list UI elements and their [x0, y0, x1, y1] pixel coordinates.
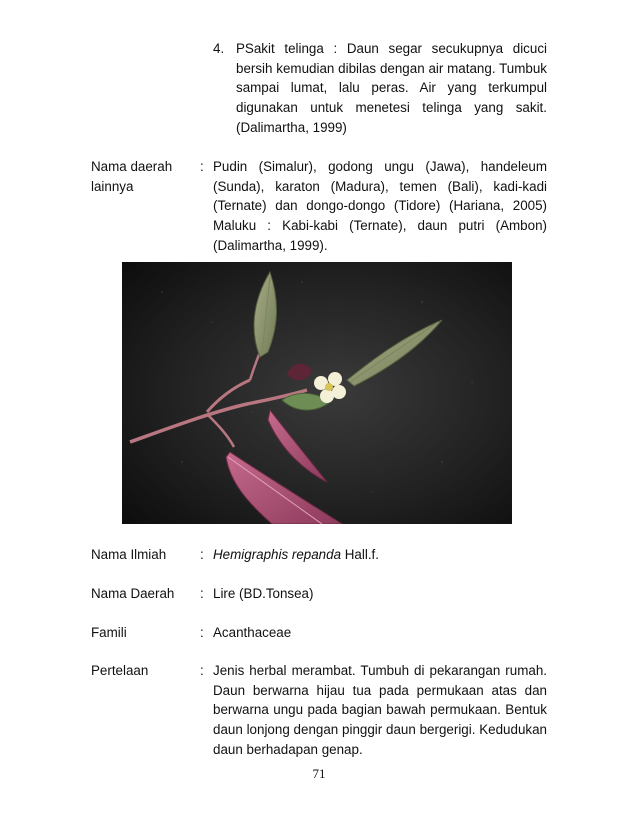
other-names-text: Pudin (Simalur), godong ungu (Jawa), handeleum (Sunda), karaton (Madura), temen (Bali), kadi-kadi (Ternate) dan dongo-dongo (Tidore) (Hariana, 2005) Maluku : Kabi-kabi (Ternate), daun putri (Ambon) (Dalimartha, 1999).	[213, 159, 547, 253]
scientific-name-italic: Hemigraphis repanda	[213, 547, 342, 562]
family-label: Famili	[91, 625, 127, 640]
scientific-name-author: Hall.f.	[344, 547, 379, 562]
scientific-name-label: Nama Ilmiah	[91, 547, 167, 562]
page-number: 71	[312, 766, 326, 781]
description-colon: :	[200, 663, 204, 678]
list-number: 4.	[213, 41, 225, 56]
plant-photo-icon	[122, 262, 512, 524]
description-label: Pertelaan	[91, 663, 149, 678]
local-name-colon: :	[200, 586, 204, 601]
description-text: Jenis herbal merambat. Tumbuh di pekarangan rumah. Daun berwarna hijau tua pada permukaan atas dan berwarna ungu pada bagian bawah permukaan. Bentuk daun lonjong dengan pinggir daun bergerigi. Kedudukan daun berhadapan genap.	[213, 663, 547, 757]
local-name-value: Lire (BD.Tonsea)	[213, 586, 314, 601]
other-names-label-line1: Nama daerah	[91, 159, 173, 174]
other-names-label-line2: lainnya	[91, 179, 134, 194]
other-names-colon: :	[200, 159, 204, 174]
scientific-name-value	[213, 545, 379, 565]
ear-pain-remedy-text: PSakit telinga : Daun segar secukupnya dicuci bersih kemudian dibilas dengan air matang. Tumbuk sampai lumat, lalu peras. Air yang terkumpul digunakan untuk menetesi telinga yang sakit. (Dalimartha, 1999)	[236, 41, 547, 135]
local-name-label: Nama Daerah	[91, 586, 175, 601]
family-colon: :	[200, 625, 204, 640]
family-value: Acanthaceae	[213, 625, 292, 640]
scientific-name-colon: :	[200, 547, 204, 562]
